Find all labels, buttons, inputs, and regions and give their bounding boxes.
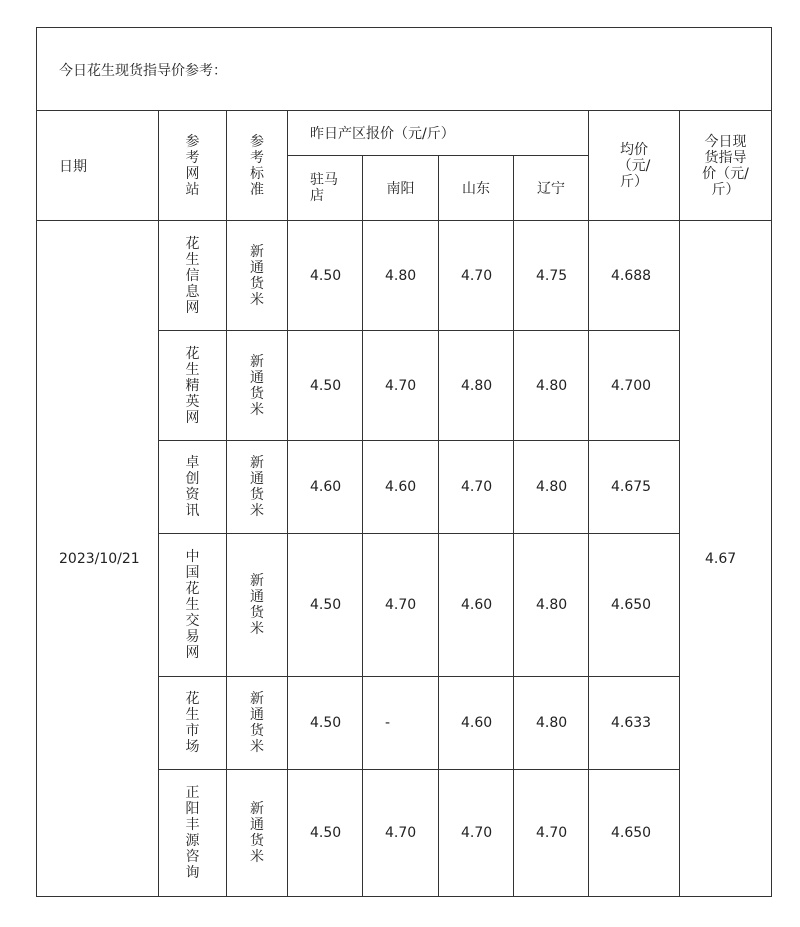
price-liaoning: 4.70 (514, 770, 589, 897)
header-region-nanyang: 南阳 (363, 156, 439, 221)
price-shandong: 4.60 (439, 677, 514, 770)
price-nanyang: 4.70 (363, 770, 439, 897)
price-zhumadian: 4.50 (288, 331, 363, 441)
price-shandong: 4.60 (439, 534, 514, 677)
today-price-cell: 4.67 (680, 221, 772, 897)
price-zhumadian: 4.60 (288, 441, 363, 534)
site-cell: 中国花生交易网 (159, 534, 227, 677)
table-row (37, 221, 772, 331)
header-standard: 参考标准 (227, 111, 288, 221)
site-cell: 花生精英网 (159, 331, 227, 441)
price-zhumadian: 4.50 (288, 221, 363, 331)
price-liaoning: 4.80 (514, 441, 589, 534)
date-cell: 2023/10/21 (37, 221, 159, 897)
price-shandong: 4.70 (439, 441, 514, 534)
price-shandong: 4.80 (439, 331, 514, 441)
price-zhumadian: 4.50 (288, 534, 363, 677)
price-liaoning: 4.75 (514, 221, 589, 331)
site-cell: 花生信息网 (159, 221, 227, 331)
header-region-liaoning: 辽宁 (514, 156, 589, 221)
price-avg: 4.650 (589, 770, 680, 897)
price-nanyang: 4.60 (363, 441, 439, 534)
price-liaoning: 4.80 (514, 331, 589, 441)
header-site: 参考网站 (159, 111, 227, 221)
standard-cell: 新通货米 (227, 677, 288, 770)
price-liaoning: 4.80 (514, 534, 589, 677)
price-zhumadian: 4.50 (288, 770, 363, 897)
header-region-zhumadian: 驻马店 (288, 156, 363, 221)
price-avg: 4.633 (589, 677, 680, 770)
header-today: 今日现货指导价（元/斤） (680, 111, 772, 221)
header-date: 日期 (37, 111, 159, 221)
price-avg: 4.700 (589, 331, 680, 441)
standard-cell: 新通货米 (227, 770, 288, 897)
price-nanyang: 4.70 (363, 534, 439, 677)
header-region-group: 昨日产区报价（元/斤） (288, 111, 589, 156)
price-avg: 4.688 (589, 221, 680, 331)
price-nanyang: 4.70 (363, 331, 439, 441)
standard-cell: 新通货米 (227, 331, 288, 441)
price-liaoning: 4.80 (514, 677, 589, 770)
standard-cell: 新通货米 (227, 534, 288, 677)
standard-cell: 新通货米 (227, 441, 288, 534)
standard-cell: 新通货米 (227, 221, 288, 331)
price-zhumadian: 4.50 (288, 677, 363, 770)
price-nanyang: 4.80 (363, 221, 439, 331)
price-table (36, 27, 772, 897)
price-avg: 4.650 (589, 534, 680, 677)
table-title: 今日花生现货指导价参考： (37, 28, 772, 111)
header-avg: 均价（元/斤） (589, 111, 680, 221)
site-cell: 正阳丰源咨询 (159, 770, 227, 897)
header-region-shandong: 山东 (439, 156, 514, 221)
price-shandong: 4.70 (439, 770, 514, 897)
price-nanyang: - (363, 677, 439, 770)
site-cell: 花生市场 (159, 677, 227, 770)
site-cell: 卓创资讯 (159, 441, 227, 534)
price-shandong: 4.70 (439, 221, 514, 331)
price-avg: 4.675 (589, 441, 680, 534)
